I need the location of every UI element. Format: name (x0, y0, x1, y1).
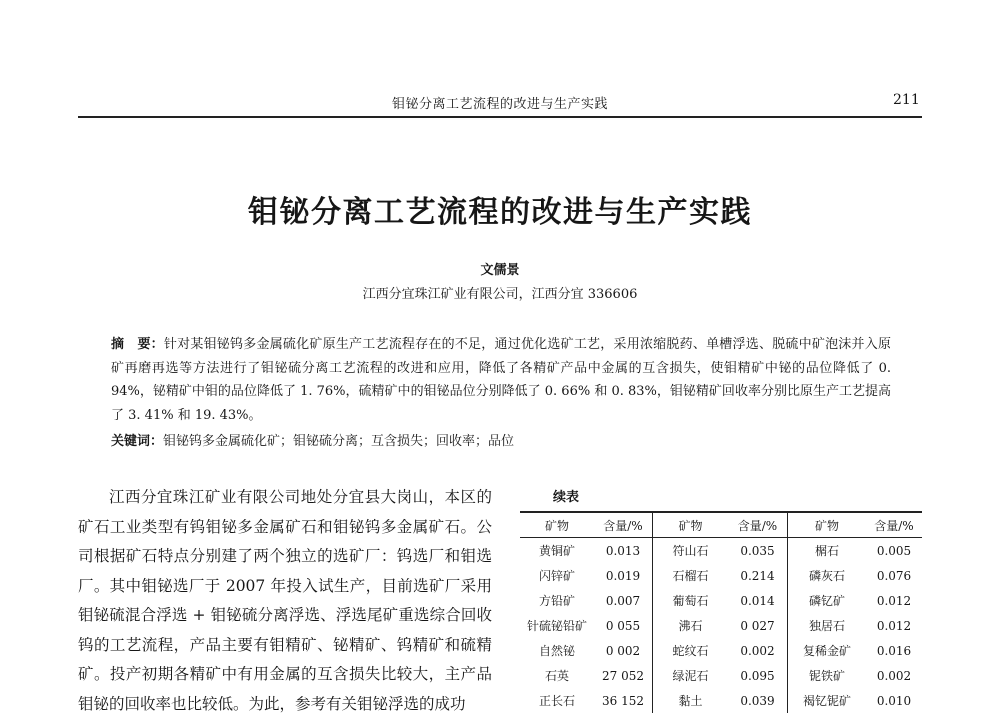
body-paragraph: 江西分宜珠江矿业有限公司地处分宜县大岗山，本区的矿石工业类型有钨钼铋多金属矿石和钼铋钨多金属矿石。公司根据矿石特点分别建了两个独立的选矿厂：钨选厂和钼选厂。其中钼铋选厂于 2007 年投入试生产，目前选矿厂采用钼铋硫混合浮选 + 钼铋硫分离浮选、浮选尾矿重选综合回收钨的工艺流程，产品主要有钼精矿、铋精矿、钨精矿和硫精矿。投产初期各精矿中有用金属的互含损失比较大，主产品钼铋的回收率也比较低。为此，参考有关钼铋浮选的成功 (78, 488, 492, 713)
table-header: 矿物 (520, 512, 594, 538)
table-cell: 0.039 (740, 693, 775, 708)
table-row (520, 688, 922, 713)
table-cell: 黄铜矿 (538, 544, 575, 558)
table-cell: 方铅矿 (538, 594, 575, 608)
table-cell: 针硫铋铅矿 (526, 619, 587, 633)
table-cell: 0 027 (740, 618, 775, 633)
table-row (520, 588, 922, 613)
article-title: 钼铋分离工艺流程的改进与生产实践 (248, 195, 752, 230)
table-cell: 27 052 (602, 668, 644, 683)
table-cell: 36 152 (602, 693, 644, 708)
abstract-text: 针对某钼铋钨多金属硫化矿原生产工艺流程存在的不足，通过优化选矿工艺，采用浓缩脱药、单槽浮选、脱硫中矿泡沫并入原矿再磨再选等方法进行了钼铋硫分离工艺流程的改进和应用，降低了各精矿产品中金属的互含损失，使钼精矿中铋的品位降低了 0. 94%，铋精矿中钼的品位降低了 1. 76%，硫精矿中的钼铋品位分别降低了 0. 66% 和 0. 83%，钼铋精矿回收率分别比原生产工艺提高了 3. 41% 和 19. 43%。 (111, 337, 891, 423)
table-cell: 沸石 (653, 613, 729, 638)
table-caption: 续表 (553, 490, 580, 505)
table-row (520, 638, 922, 663)
table-cell: 0 002 (605, 643, 641, 658)
table-header: 含量/% (594, 512, 653, 538)
table-cell: 榍石 (788, 538, 867, 564)
table-cell: 0.019 (605, 568, 641, 583)
table-cell: 0.002 (740, 643, 775, 658)
table-cell: 褐钇铌矿 (788, 688, 867, 713)
keywords-text: 钼铋钨多金属硫化矿；钼铋硫分离；互含损失；回收率；品位 (163, 434, 515, 449)
table-row (520, 663, 922, 688)
table-cell: 独居石 (788, 613, 867, 638)
table-row (520, 538, 922, 564)
table-cell: 0.035 (740, 543, 775, 558)
table-cell: 0.214 (740, 568, 775, 583)
author: 文儒景 (480, 263, 520, 278)
affiliation: 江西分宜珠江矿业有限公司，江西分宜 336606 (362, 287, 638, 302)
table-cell: 自然铋 (538, 644, 575, 658)
abstract (111, 333, 891, 427)
table-cell: 闪锌矿 (538, 569, 575, 583)
table-cell: 黏土 (653, 688, 729, 713)
running-title: 钼铋分离工艺流程的改进与生产实践 (392, 97, 609, 112)
table-header: 矿物 (788, 512, 867, 538)
table-cell: 葡萄石 (653, 588, 729, 613)
table-cell: 0.012 (876, 618, 912, 633)
table-cell: 蛇纹石 (653, 638, 729, 663)
table-cell: 0.010 (876, 693, 912, 708)
header-rule (78, 116, 922, 118)
table-cell: 0.076 (876, 568, 912, 583)
table-cell: 绿泥石 (653, 663, 729, 688)
keywords (111, 430, 891, 449)
table-cell: 磷钇矿 (788, 588, 867, 613)
table-cell: 正长石 (538, 694, 575, 708)
body-text (78, 483, 492, 719)
table-header: 矿物 (653, 512, 729, 538)
table-cell: 石榴石 (653, 563, 729, 588)
table-cell: 石英 (544, 669, 569, 683)
page-number: 211 (893, 92, 920, 108)
table-row (520, 613, 922, 638)
table-cell: 0.012 (876, 593, 912, 608)
table-row (520, 563, 922, 588)
mineral-table (520, 511, 922, 713)
table-cell: 0.016 (876, 643, 912, 658)
table-header-row (520, 512, 922, 538)
table-header: 含量/% (728, 512, 788, 538)
table-cell: 铌铁矿 (788, 663, 867, 688)
table-cell: 0.005 (876, 543, 912, 558)
table-cell: 0 055 (605, 618, 641, 633)
table-cell: 磷灰石 (788, 563, 867, 588)
abstract-label: 摘 要： (111, 337, 164, 352)
table-cell: 0.013 (605, 543, 641, 558)
table-cell: 0.014 (740, 593, 775, 608)
table-cell: 0.002 (876, 668, 912, 683)
table-cell: 0.007 (605, 593, 641, 608)
table-cell: 复稀金矿 (788, 638, 867, 663)
table-cell: 0.095 (740, 668, 775, 683)
table-header: 含量/% (866, 512, 922, 538)
keywords-label: 关键词： (111, 434, 164, 449)
table-cell: 符山石 (653, 538, 729, 564)
